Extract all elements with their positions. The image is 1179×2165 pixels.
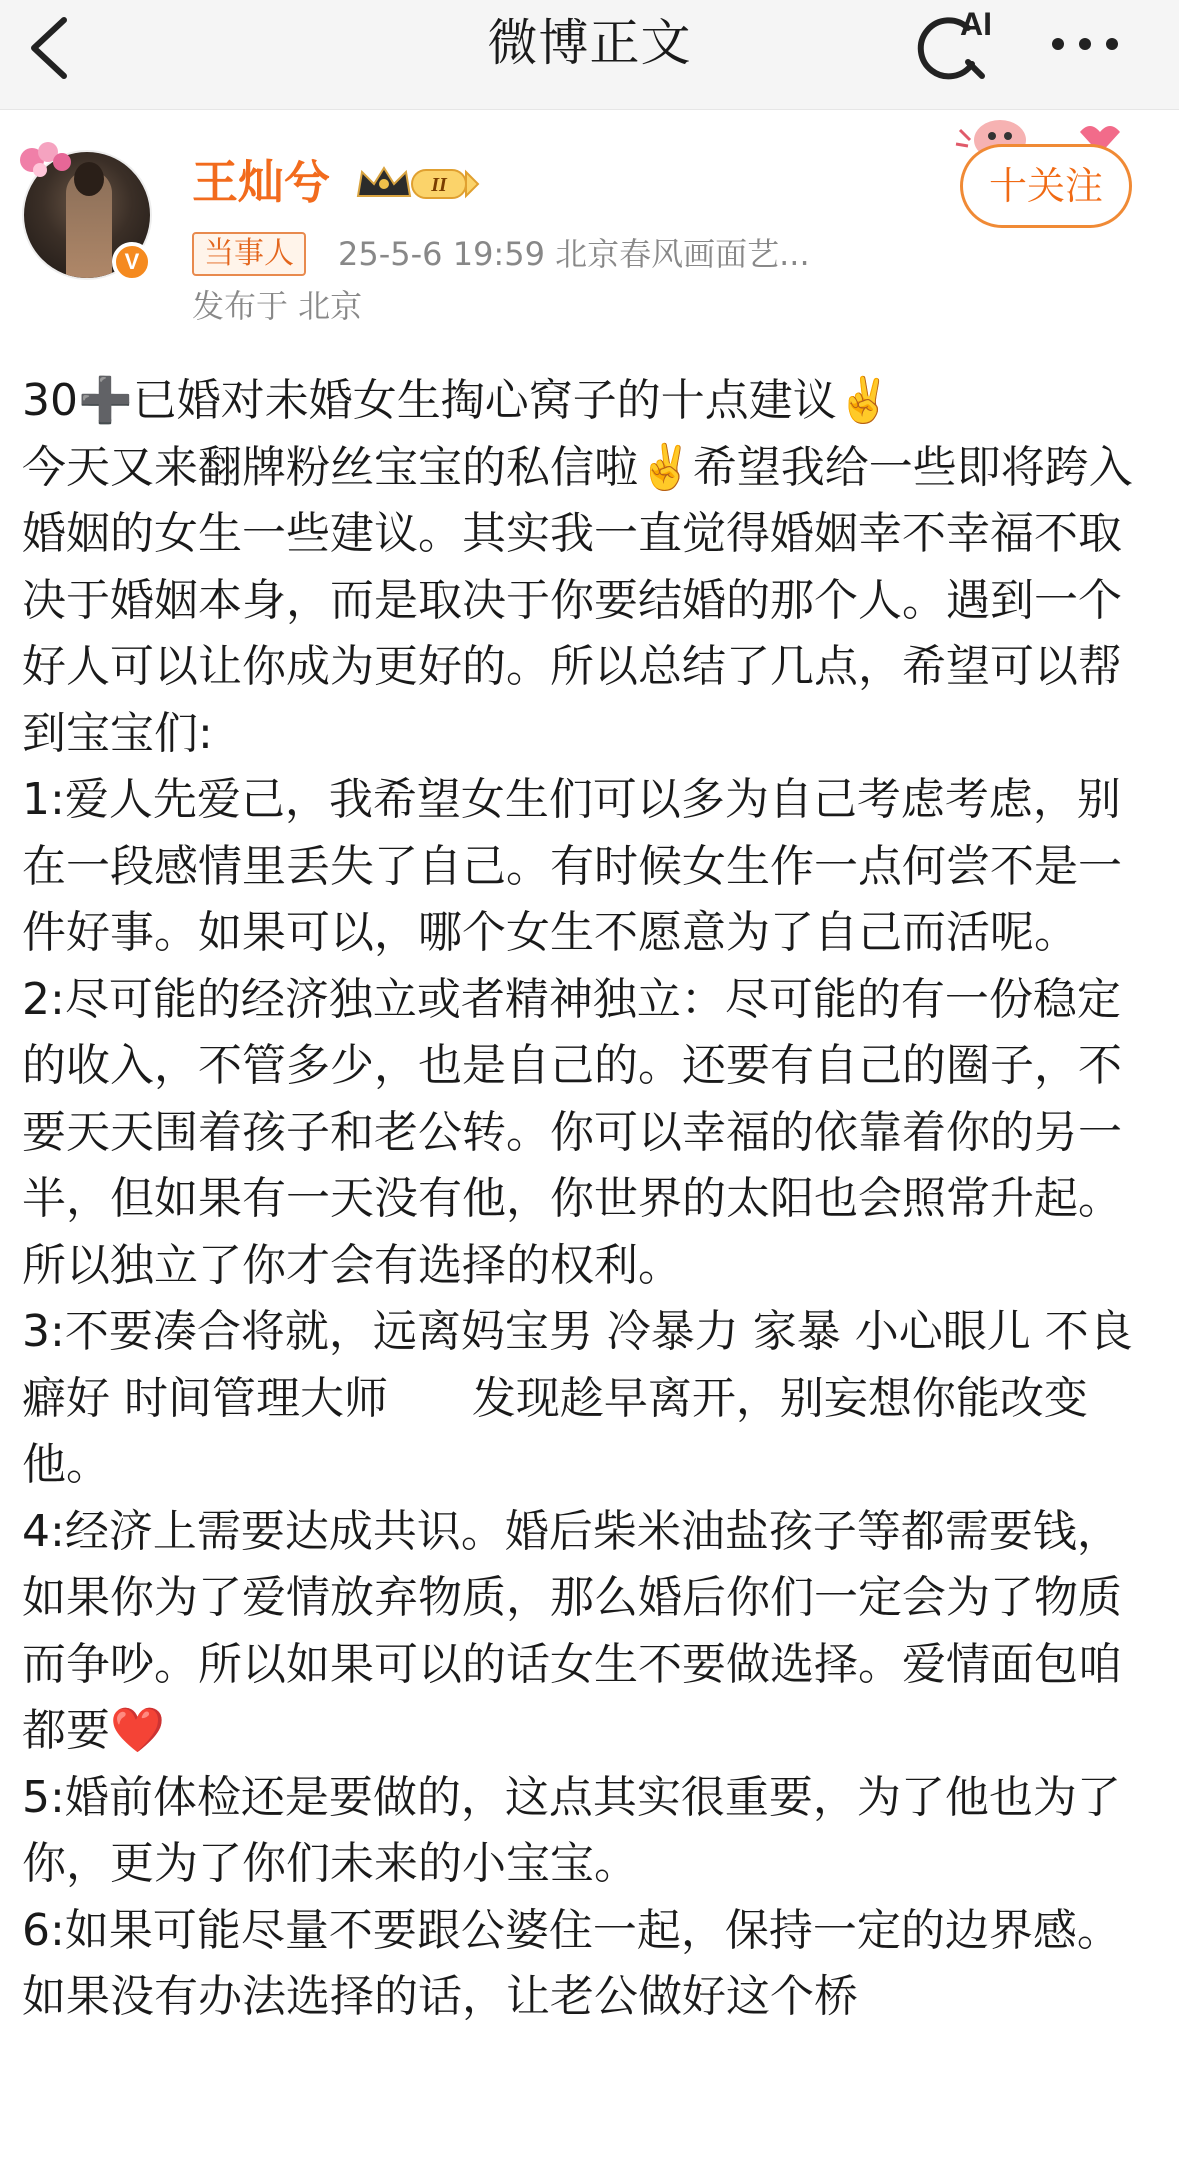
page-title: 微博正文 [487,14,692,72]
verified-badge-icon: V [112,242,152,282]
top-nav-bar [0,0,1179,110]
follow-button[interactable]: 十关注 [960,144,1132,228]
more-dots-icon [1040,14,1130,74]
post-paragraph-title: 30➕已婚对未婚女生掏心窝子的十点建议✌️ [22,375,892,426]
crown-level-text: II [431,174,447,196]
post-meta: 25-5-6 19:59 北京春风画面艺... [338,235,810,273]
post-paragraph-intro: 今天又来翻牌粉丝宝宝的私信啦✌️希望我给一些即将跨入婚姻的女生一些建议。其实我一直觉得婚姻幸不幸福不取决于婚姻本身，而是取决于你要结婚的那个人。遇到一个好人可以让你成为更好的。所以总结了几点，希望可以帮到宝宝们: [22,441,1133,759]
post-paragraph-point-2: 2:尽可能的经济独立或者精神独立：尽可能的有一份稳定的收入，不管多少，也是自己的。还要有自己的圈子，不要天天围着孩子和老公转。你可以幸福的依靠着你的另一半，但如果有一天没有他，你世界的太阳也会照常升起。所以独立了你才会有选择的权利。 [22,973,1122,1291]
post-location: 发布于 北京 [192,287,363,325]
author-name[interactable]: 王灿兮 [192,155,330,209]
post-paragraph-point-1: 1:爱人先爱己，我希望女生们可以多为自己考虑考虑，别在一段感情里丢失了自己。有时候女生作一点何尝不是一件好事。如果可以，哪个女生不愿意为了自己而活呢。 [22,774,1122,958]
author-header [0,110,1179,340]
post-paragraph-point-5: 5:婚前体检还是要做的，这点其实很重要，为了他也为了你，更为了你们未来的小宝宝。 [22,1771,1121,1889]
post-paragraph-point-3: 3:不要凑合将就，远离妈宝男 冷暴力 家暴 小心眼儿 不良癖好 时间管理大师 发现趁早离开，别妄想你能改变他。 [22,1306,1133,1490]
crown-level-badge-icon [352,160,482,206]
ai-label: AI [960,6,992,42]
author-role-tag: 当事人 [192,232,306,276]
post-body [22,368,1162,2031]
ai-search-button[interactable] [910,6,1010,86]
post-paragraph-point-4: 4:经济上需要达成共识。婚后柴米油盐孩子等都需要钱，如果你为了爱情放弃物质，那么婚后你们一定会为了物质而争吵。所以如果可以的话女生不要做选择。爱情面包咱都要❤️ [22,1505,1122,1756]
post-paragraph-point-6: 6:如果可能尽量不要跟公婆住一起，保持一定的边界感。如果没有办法选择的话，让老公做好这个桥 [22,1904,1121,2022]
more-options-button[interactable] [1040,14,1130,74]
avatar-container[interactable] [22,150,152,280]
avatar-frame-decoration-icon [12,130,82,190]
